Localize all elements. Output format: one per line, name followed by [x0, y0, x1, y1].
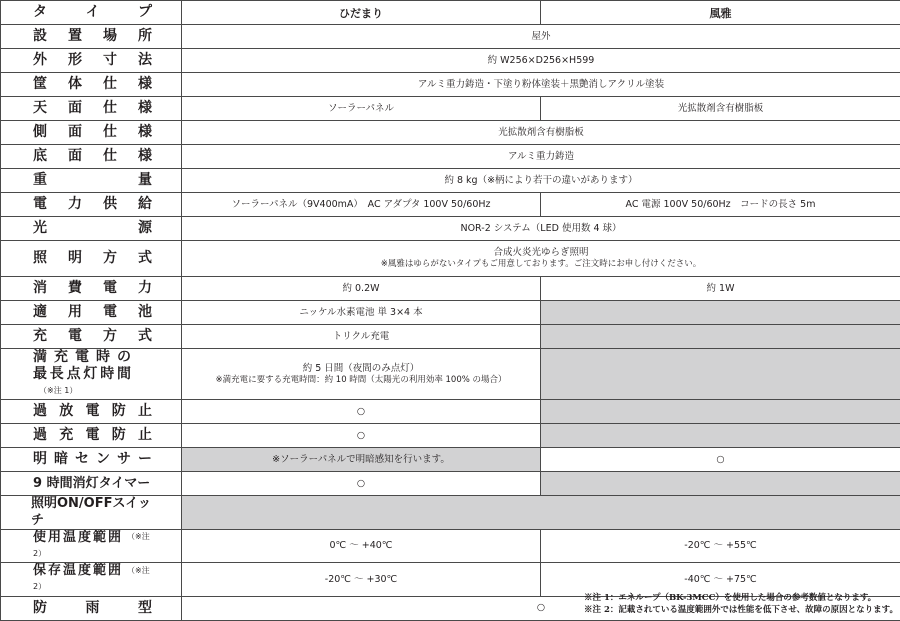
row-lighting-method: [1, 241, 900, 277]
op-temp-note: （※注 2）: [33, 532, 150, 557]
row-top: [1, 97, 900, 121]
battery-fuga-empty: [541, 301, 900, 325]
op-temp-label: 使用温度範囲: [33, 530, 123, 545]
sensor-hidamari: ※ソーラーパネルで明暗感知を行います。: [182, 448, 541, 472]
top-fuga: 光拡散剤含有樹脂板: [541, 97, 900, 121]
max-time-fuga-empty: [541, 349, 900, 400]
row-charge-method: [1, 325, 900, 349]
lighting-method-cell: [182, 241, 900, 277]
consumption-label: 消費電力: [1, 277, 182, 301]
charge-method-hidamari: トリクル充電: [182, 325, 541, 349]
over-discharge-label: 過放電防止: [1, 400, 182, 424]
light-source-label: 光源: [1, 217, 182, 241]
timer-label: 9 時間消灯タイマー: [1, 472, 182, 496]
row-over-discharge: [1, 400, 900, 424]
bottom-value: アルミ重力鋳造: [182, 145, 900, 169]
top-label: 天面仕様: [1, 97, 182, 121]
lighting-method-note: ※風雅はゆらがないタイプもご用意しております。ご注文時にお申し付けください。: [182, 259, 900, 270]
footnotes: [584, 592, 898, 616]
max-time-label-line1: 満充電時の: [33, 349, 133, 366]
max-time-hidamari: [182, 349, 541, 400]
row-weight: [1, 169, 900, 193]
power-supply-fuga: AC 電源 100V 50/60Hz コードの長さ 5m: [541, 193, 900, 217]
fuga-header: 風雅: [541, 1, 900, 25]
row-battery: [1, 301, 900, 325]
battery-hidamari: ニッケル水素電池 単 3×4 本: [182, 301, 541, 325]
switch-label: 照明ON/OFFスイッチ: [1, 496, 182, 530]
row-side: [1, 121, 900, 145]
row-over-charge: [1, 424, 900, 448]
storage-temp-hidamari: -20℃ ～ +30℃: [182, 563, 541, 597]
sensor-fuga: ○: [541, 448, 900, 472]
charge-method-fuga-empty: [541, 325, 900, 349]
max-time-note: （※注 1）: [39, 386, 77, 395]
weight-label: 重量: [1, 169, 182, 193]
switch-empty: [182, 496, 900, 530]
row-dimensions: [1, 49, 900, 73]
location-label: 設置場所: [1, 25, 182, 49]
housing-value: アルミ重力鋳造・下塗り粉体塗装＋黒艶消しアクリル塗装: [182, 73, 900, 97]
power-supply-label: 電力供給: [1, 193, 182, 217]
row-switch: [1, 496, 900, 530]
over-charge-label: 過充電防止: [1, 424, 182, 448]
top-hidamari: ソーラーパネル: [182, 97, 541, 121]
storage-temp-label-cell: [1, 563, 182, 597]
over-discharge-hidamari: ○: [182, 400, 541, 424]
weight-value: 約 8 kg（※柄により若干の違いがあります）: [182, 169, 900, 193]
consumption-hidamari: 約 0.2W: [182, 277, 541, 301]
row-location: [1, 25, 900, 49]
dimensions-value: 約 W256×D256×H599: [182, 49, 900, 73]
rainproof-label: 防雨型: [1, 596, 182, 620]
max-time-label-line2: 最長点灯時間: [33, 366, 133, 383]
side-value: 光拡散剤含有樹脂板: [182, 121, 900, 145]
op-temp-label-cell: [1, 529, 182, 563]
consumption-fuga: 約 1W: [541, 277, 900, 301]
op-temp-fuga: -20℃ ～ +55℃: [541, 529, 900, 563]
battery-label: 適用電池: [1, 301, 182, 325]
footnote-2: ※注 2：記載されている温度範囲外では性能を低下させ、故障の原因となります。: [584, 604, 898, 616]
header-row: [1, 1, 900, 25]
side-label: 側面仕様: [1, 121, 182, 145]
op-temp-hidamari: 0℃ ～ +40℃: [182, 529, 541, 563]
charge-method-label: 充電方式: [1, 325, 182, 349]
hidamari-header: ひだまり: [182, 1, 541, 25]
lighting-method-label: 照明方式: [1, 241, 182, 277]
row-timer: [1, 472, 900, 496]
type-label: タイプ: [1, 1, 182, 25]
storage-temp-fuga: -40℃ ～ +75℃: [541, 563, 900, 597]
max-time-value: 約 5 日間（夜間のみ点灯）: [303, 363, 420, 374]
max-time-sub: ※満充電に要する充電時間：約 10 時間（太陽光の利用効率 100% の場合）: [182, 375, 540, 386]
timer-hidamari: ○: [182, 472, 541, 496]
footnote-1: ※注 1：エネループ（BK-3MCC）を使用した場合の参考数値となります。: [584, 592, 898, 604]
housing-label: 筐体仕様: [1, 73, 182, 97]
location-value: 屋外: [182, 25, 900, 49]
bottom-label: 底面仕様: [1, 145, 182, 169]
row-max-time: [1, 349, 900, 400]
row-bottom: [1, 145, 900, 169]
storage-temp-label: 保存温度範囲: [33, 563, 123, 578]
timer-fuga-empty: [541, 472, 900, 496]
lighting-method-value: 合成火炎光ゆらぎ照明: [493, 247, 588, 258]
row-sensor: [1, 448, 900, 472]
light-source-value: NOR-2 システム（LED 使用数 4 球）: [182, 217, 900, 241]
storage-temp-note: （※注 2）: [33, 566, 150, 591]
row-consumption: [1, 277, 900, 301]
over-discharge-fuga-empty: [541, 400, 900, 424]
row-power-supply: [1, 193, 900, 217]
power-supply-hidamari: ソーラーパネル（9V400mA） AC アダプタ 100V 50/60Hz: [182, 193, 541, 217]
over-charge-fuga-empty: [541, 424, 900, 448]
dimensions-label: 外形寸法: [1, 49, 182, 73]
row-light-source: [1, 217, 900, 241]
row-housing: [1, 73, 900, 97]
sensor-label: 明暗センサー: [1, 448, 182, 472]
rainproof-value: ○: [182, 596, 900, 620]
row-op-temp: [1, 529, 900, 563]
max-time-label: [1, 349, 182, 400]
over-charge-hidamari: ○: [182, 424, 541, 448]
